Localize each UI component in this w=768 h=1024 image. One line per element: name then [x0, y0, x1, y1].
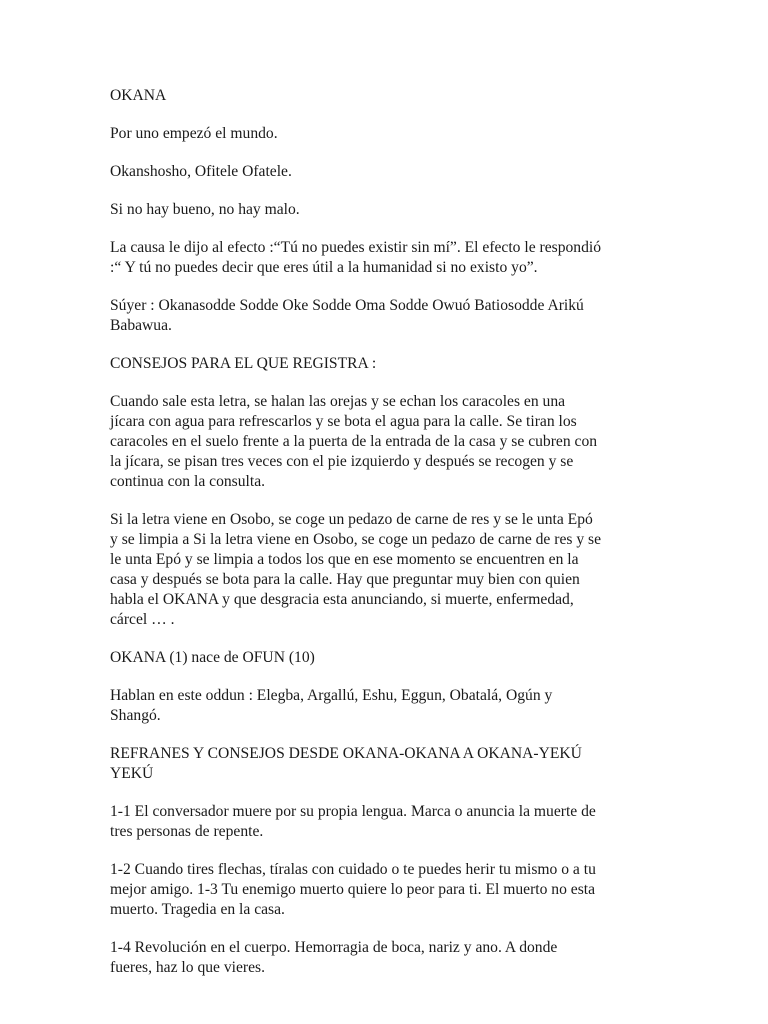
text-line: fueres, haz lo que vieres.: [110, 959, 266, 976]
text-line: Si la letra viene en Osobo, se coge un pedazo de carne de res y se le unta Epó: [110, 511, 593, 528]
text-line: Súyer : Okanasodde Sodde Oke Sodde Oma Sodde Owuó Batiosodde Arikú: [110, 297, 584, 314]
paragraph: [110, 392, 670, 492]
text-line: 1-4 Revolución en el cuerpo. Hemorragia de boca, nariz y ano. A donde: [110, 939, 558, 956]
text-line: Si no hay bueno, no hay malo.: [110, 201, 300, 218]
paragraph: [110, 802, 670, 842]
text-line: Babawua.: [110, 317, 172, 334]
paragraph: [110, 938, 670, 978]
text-line: continua con la consulta.: [110, 473, 266, 490]
text-line: Por uno empezó el mundo.: [110, 125, 278, 142]
paragraph: [110, 686, 670, 726]
text-line: REFRANES Y CONSEJOS DESDE OKANA-OKANA A OKANA-YEKÚ: [110, 745, 582, 762]
text-line: le unta Epó y se limpia a todos los que en ese momento se encuentren en la: [110, 551, 579, 568]
text-line: la jícara, se pisan tres veces con el pie izquierdo y después se recogen y se: [110, 453, 574, 470]
text-line: Cuando sale esta letra, se halan las orejas y se echan los caracoles en una: [110, 393, 566, 410]
text-line: Okanshosho, Ofitele Ofatele.: [110, 163, 292, 180]
document-page: [110, 86, 670, 996]
paragraph: [110, 510, 670, 630]
text-line: casa y después se bota para la calle. Hay que preguntar muy bien con quien: [110, 571, 580, 588]
paragraph: [110, 86, 670, 106]
paragraph: [110, 200, 670, 220]
text-line: y se limpia a Si la letra viene en Osobo, se coge un pedazo de carne de res y se: [110, 531, 602, 548]
text-line: muerto. Tragedia en la casa.: [110, 901, 285, 918]
text-line: cárcel … .: [110, 611, 175, 628]
text-line: caracoles en el suelo frente a la puerta de la entrada de la casa y se cubren con: [110, 433, 598, 450]
paragraph: [110, 124, 670, 144]
paragraph: [110, 744, 670, 784]
text-line: YEKÚ: [110, 765, 154, 782]
paragraph: [110, 162, 670, 182]
text-line: OKANA (1) nace de OFUN (10): [110, 649, 315, 666]
paragraph: [110, 860, 670, 920]
text-line: CONSEJOS PARA EL QUE REGISTRA :: [110, 355, 377, 372]
text-line: mejor amigo. 1-3 Tu enemigo muerto quiere lo peor para ti. El muerto no esta: [110, 881, 596, 898]
text-line: 1-2 Cuando tires flechas, tíralas con cuidado o te puedes herir tu mismo o a tu: [110, 861, 596, 878]
text-line: La causa le dijo al efecto :“Tú no puedes existir sin mí”. El efecto le respondió: [110, 239, 602, 256]
text-line: tres personas de repente.: [110, 823, 264, 840]
text-line: 1-1 El conversador muere por su propia lengua. Marca o anuncia la muerte de: [110, 803, 596, 820]
text-line: jícara con agua para refrescarlos y se bota el agua para la calle. Se tiran los: [110, 413, 577, 430]
text-line: Hablan en este oddun : Elegba, Argallú, Eshu, Eggun, Obatalá, Ogún y: [110, 687, 553, 704]
paragraph: [110, 238, 670, 278]
text-line: Shangó.: [110, 707, 161, 724]
text-line: OKANA: [110, 87, 167, 104]
paragraph: [110, 296, 670, 336]
paragraph: [110, 648, 670, 668]
text-line: habla el OKANA y que desgracia esta anunciando, si muerte, enfermedad,: [110, 591, 574, 608]
paragraph: [110, 354, 670, 374]
text-line: :“ Y tú no puedes decir que eres útil a la humanidad si no existo yo”.: [110, 259, 538, 276]
